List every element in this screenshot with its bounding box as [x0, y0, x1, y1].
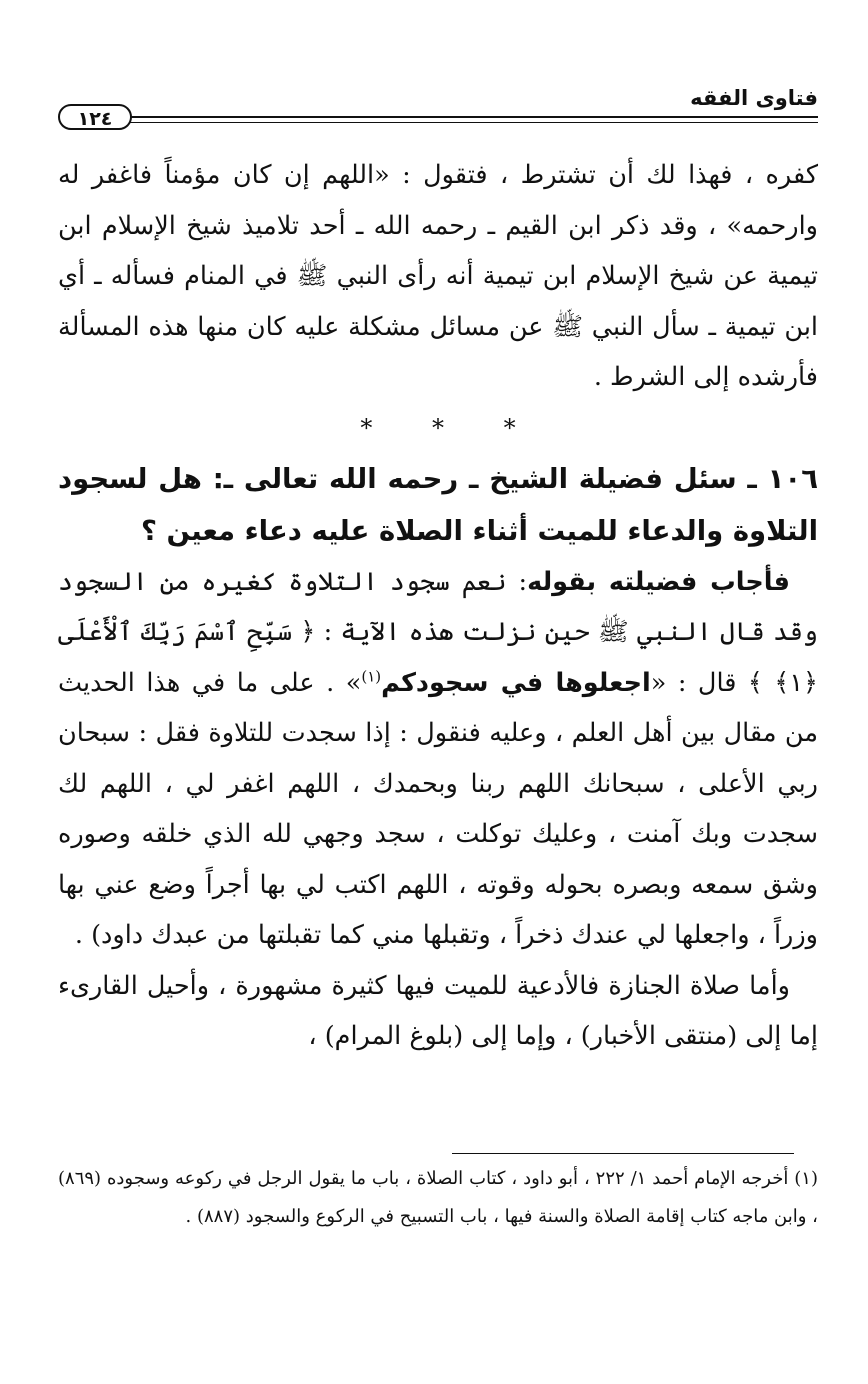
footnote-reference: (١) [361, 667, 382, 685]
page-header [58, 82, 818, 132]
answer-label: فأجاب فضيلته بقوله [527, 566, 791, 597]
answer-paragraph [58, 557, 818, 961]
header-rule [120, 116, 818, 118]
footnote-divider [452, 1153, 794, 1154]
paragraph: وأما صلاة الجنازة فالأدعية للميت فيها كثيرة مشهورة ، وأحيل القارىء إما إلى (منتقى الأخبار) ، وإما إلى (بلوغ المرام) ، [58, 970, 818, 1051]
answer-text-continued: » . على ما في هذا الحديث من مقال بين أهل العلم ، وعليه فنقول : إذا سجدت للتلاوة فقل : سبحان ربي الأعلى ، سبحانك اللهم ربنا وبحمدك ، اللهم اغفر لي ، اللهم لك سجدت وبك آمنت ، وعليك توكلت ، سجد وجهي لله الذي خلقه وصوره وشق سمعه وبصره بحوله وقوته ، اللهم اكتب لي بها أجراً وضع عني بها وزراً ، واجعلها لي عندك ذخراً ، وتقبلها مني كما تقبلتها من عبدك داود) . [58, 667, 818, 950]
book-title: فتاوى الفقه [690, 86, 818, 110]
footnotes [58, 1160, 818, 1236]
page-number: ١٢٤ [58, 104, 132, 130]
section-separator: * * * [360, 413, 542, 442]
main-text [58, 150, 818, 1062]
hadith-quote: اجعلوها في سجودكم [381, 667, 651, 698]
question-heading: ١٠٦ ـ سئل فضيلة الشيخ ـ رحمه الله تعالى ـ: هل لسجود التلاوة والدعاء للميت أثناء الصلاة عليه دعاء معين ؟ [58, 462, 818, 547]
answer-text: : نعم سجود التلاوة كغيره من السجود وقد قال النبي ﷺ حين نزلت هذه الآية : ﴿ سَبِّحِ ٱسْمَ رَبِّكَ ٱلْأَعْلَى ﴿١﴾ ﴾ قال : « [58, 566, 818, 698]
paragraph: كفره ، فهذا لك أن تشترط ، فتقول : «اللهم إن كان مؤمناً فاغفر له وارحمه» ، وقد ذكر ابن القيم ـ رحمه الله ـ أحد تلاميذ شيخ الإسلام ابن تيمية عن شيخ الإسلام ابن تيمية أنه رأى النبي ﷺ في المنام فسأله ـ أي ابن تيمية ـ سأل النبي ﷺ عن مسائل مشكلة عليه كان منها هذه المسألة فأرشده إلى الشرط . [58, 160, 818, 392]
footnote-1: (١) أخرجه الإمام أحمد ١/ ٢٢٢ ، أبو داود ، كتاب الصلاة ، باب ما يقول الرجل في ركوعه وسجوده (٨٦٩) ، وابن ماجه كتاب إقامة الصلاة والسنة فيها ، باب التسبيح في الركوع والسجود (٨٨٧) . [58, 1168, 818, 1227]
header-rule-thin [120, 122, 818, 123]
